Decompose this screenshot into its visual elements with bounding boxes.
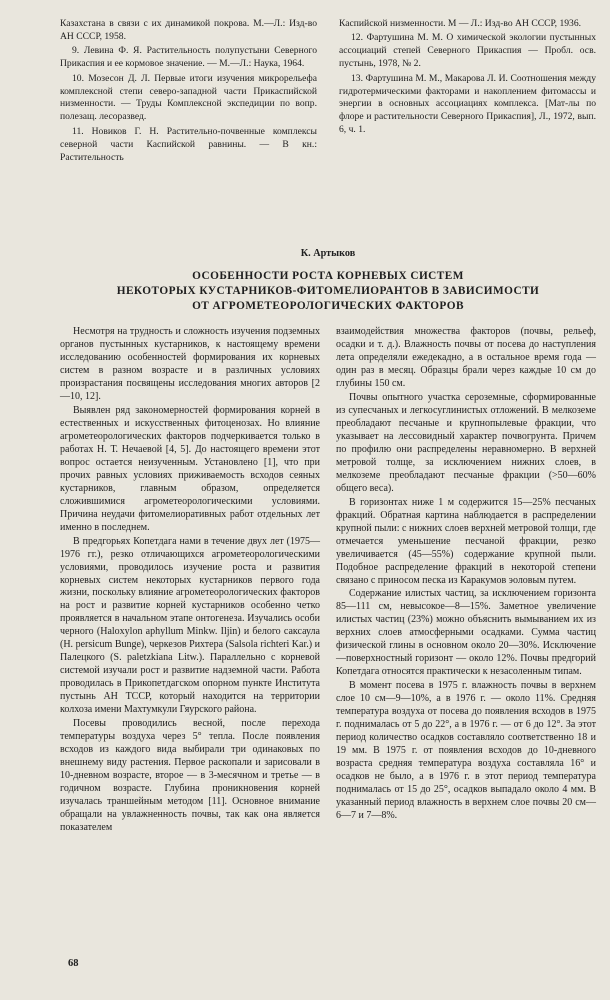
body-paragraph: В предгорьях Копетдага нами в течение двух лет (1975—1976 гг.), резко отличающихся агрометеорологическими условиями, проводилось изучение роста и развития корневых систем некоторых кустарников первого года жизни, поскольку влияние агрометеорологических факторов на рост и развитие корней кустарников особенно четко проявляется в начальном этапе онтогенеза. Изучались особи черного (Haloxylon aphyllum Minkw. Iljin) и белого саксаула (H. persicum Bunge), черкезов Рихтера (Salsola richteri Kar.) и Палецкого (S. paletzkiana Litw.). Параллельно с корневой системой изучали рост и развитие надземной части. Работа проводилась в Прикопетдагском опорном пункте Института пустынь АН ТССР, который находится на территории колхоза имени Махтумкули Гяурского района. xyxy=(60,535,320,716)
title-line: НЕКОТОРЫХ КУСТАРНИКОВ-ФИТОМЕЛИОРАНТОВ В ЗАВИСИМОСТИ xyxy=(116,284,540,297)
body-paragraph: В момент посева в 1975 г. влажность почвы в верхнем слое 10 см—9—10%, а в 1976 г. — около 11%. Средняя температура воздуха от посева до появления всходов в 1975 г. поднималась от 5 до 22°, а в 1976 г. — от 6 до 12°. За этот период количество осадков составляло соответственно 18 и 19 мм. В 1975 г. от появления всходов до 10-дневного возраста средняя температура воздуха составляла 16° и осадков не было, а в 1976 г. в этот период температура поднималась от 15 до 25°, осадков выпадало около 4 мм. В указанный период влажность в верхнем слое почвы 20 см—6—7 и 7—8%. xyxy=(336,680,596,821)
references-right-column xyxy=(339,18,596,220)
article-title xyxy=(60,269,596,313)
body-paragraph: Почвы опытного участка сероземные, сформированные из супесчаных и легкосуглинистых отложений. В мелкоземе преобладают песчаные и крупнопылевые фракции, что указывает на лессовидный характер почвогрунта. Причем по профилю они распределены неравномерно. В верхней метровой толще, за исключением нижних слоев, в мелкоземе преобладают песчаные фракции (>50—60% общего веса). xyxy=(336,392,596,494)
reference-item: 12. Фартушина М. М. О химической экологии пустынных ассоциаций степей Северного Прикаспия — Пробл. осв. пустынь, 1978, № 2. xyxy=(339,32,596,70)
reference-item: Каспийской низменности. М — Л.: Изд-во АН СССР, 1936. xyxy=(339,18,582,29)
reference-item: 11. Новиков Г. Н. Растительно-почвенные комплексы северной части Каспийской равнины. — В кн.: Растительность xyxy=(60,125,317,163)
article-author: К. Артыков xyxy=(300,248,356,259)
page-number: 68 xyxy=(68,958,79,969)
body-paragraph: В горизонтах ниже 1 м содержится 15—25% песчаных фракций. Обратная картина наблюдается в распределении крупной пыли: с нижних слоев верхней метровой толщи, где отмечается уменьшение песчаной фракции, резко увеличивается (45—55%) содержание крупной пыли. Подобное распределение фракций в некоторой степени связано с приносом песка из Каракумов эоловым путем. xyxy=(336,496,596,586)
article-body xyxy=(60,326,596,835)
body-paragraph: Выявлен ряд закономерностей формирования корней в естественных и искусственных фитоценозах. Но влияние агрометеорологических факторов подчеркивается только в работах Н. Т. Нечаевой [4, 5]. До настоящего времени этот вопрос остается неизученным. Установлено [1], что при прочих равных условиях приживаемость всходов сеяных кустарников, главным образом, определяется сложившимися агрометеорологическими условиями. Причина неудачи фитомелиоративных работ отдельных лет именно в последнем. xyxy=(60,405,320,533)
references-left-column xyxy=(60,18,317,220)
reference-item: 9. Левина Ф. Я. Растительность полупустыни Северного Прикаспия и ее кормовое значение. — М.—Л.: Наука, 1964. xyxy=(60,45,317,70)
body-paragraph: Посевы проводились весной, после перехода температуры воздуха через 5° тепла. После появления всходов из каждого вида выбирали три одинаковых по внешнему виду растения. Первое раскопали и зарисовали в 10-дневном возрасте, второе — в 3-месячном и третье — в годичном возрасте. Глубина проникновения корней изучалась траншейным методом [11]. Основное внимание обращали на увлажненность почвы, так как она является показателем xyxy=(60,717,320,833)
reference-item: 13. Фартушина М. М., Макарова Л. И. Соотношения между гидротермическими факторами и накоплением фитомассы и энергии в основных ассоциациях комплекса. [Мат-лы по флоре и растительности Северного Прикаспия], Л., 1972, вып. 6, ч. 1. xyxy=(339,72,596,136)
references-continued xyxy=(60,18,596,220)
title-line: ОТ АГРОМЕТЕОРОЛОГИЧЕСКИХ ФАКТОРОВ xyxy=(192,299,464,312)
reference-item: Казахстана в связи с их динамикой покрова. М.—Л.: Изд-во АН СССР, 1958. xyxy=(60,18,317,42)
reference-item: 10. Мозесон Д. Л. Первые итоги изучения микрорельефа комплексной степи северо-западной части Прикаспийской низменности. — Труды Комплексной экспедиции по вопр. полезащ. лесоразвед. xyxy=(60,72,317,123)
body-left-column xyxy=(60,326,320,835)
body-paragraph: Содержание илистых частиц, за исключением горизонта 85—111 см, невысокое—8—15%. Заметное увеличение илистых частиц (23%) можно объяснить вымыванием их из верхних слоев атмосферными осадками. Сумма частиц физической глины в основном около 20—30%. Исключение—поверхностный горизонт — около 12%. Почвы предгорий Копетдага относятся практически к незасоленным типам. xyxy=(336,588,596,678)
body-right-column xyxy=(336,326,596,835)
title-line: ОСОБЕННОСТИ РОСТА КОРНЕВЫХ СИСТЕМ xyxy=(192,270,464,282)
body-paragraph: взаимодействия множества факторов (почвы, рельеф, осадки и т. д.). Влажность почвы от посева до наступления лета определяли ежедекадно, а в остальное время года — один раз в месяц. Образцы брали через каждые 10 см до глубины 150 см. xyxy=(336,326,596,390)
body-paragraph: Несмотря на трудность и сложность изучения подземных органов пустынных кустарников, к настоящему времени исследованию особенностей формирования их корневых систем в разном возрасте и в различных условиях произрастания посвящены исследования многих авторов [2—10, 12]. xyxy=(60,326,320,403)
